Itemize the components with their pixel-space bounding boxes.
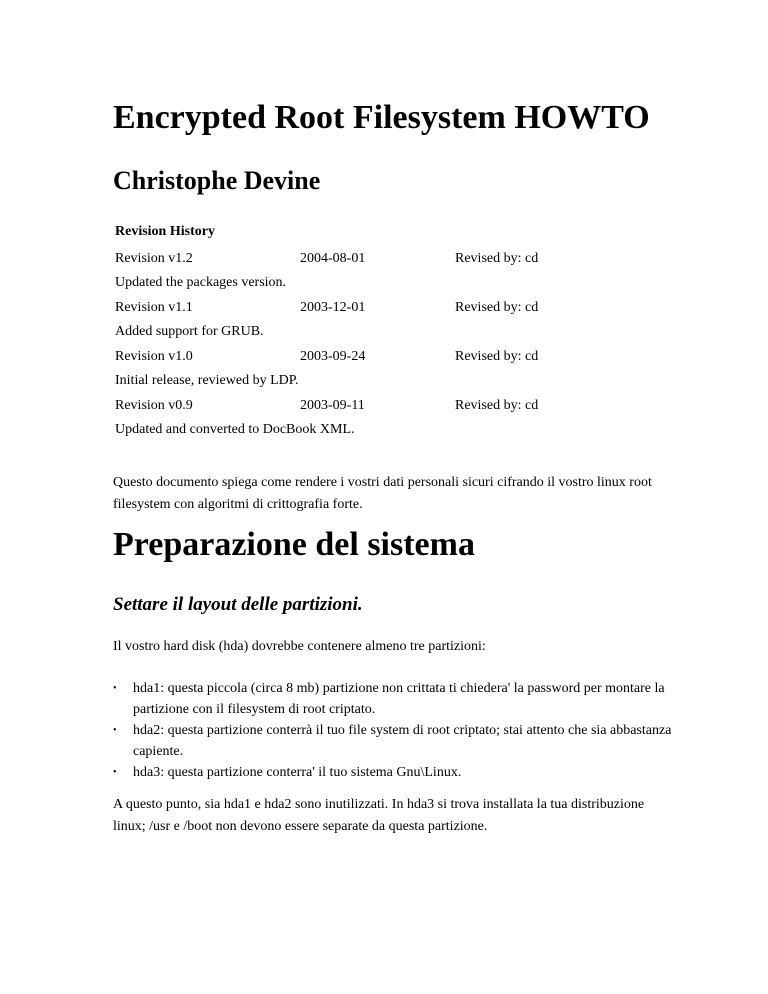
list-item — [113, 762, 673, 783]
bullet-icon: • — [113, 725, 117, 736]
revision-note: Initial release, reviewed by LDP. — [115, 373, 299, 388]
revision-history-heading: Revision History — [115, 224, 215, 239]
revision-history-list — [115, 248, 655, 444]
intro-paragraph: Il vostro hard disk (hda) dovrebbe contenere almeno tre partizioni: — [113, 639, 486, 654]
revision-author: Revised by: cd — [455, 349, 539, 364]
revision-date: 2003-12-01 — [300, 300, 366, 315]
revision-note: Updated the packages version. — [115, 275, 287, 290]
partition-list — [113, 678, 673, 783]
revision-number: Revision v0.9 — [115, 398, 193, 413]
revision-row — [115, 248, 655, 270]
list-item-text: hda1: questa piccola (circa 8 mb) partizione non crittata ti chiedera' la password per montare la partizione con il filesystem di root criptato. — [133, 681, 665, 717]
revision-number: Revision v1.0 — [115, 349, 193, 364]
revision-date: 2003-09-24 — [300, 349, 366, 364]
revision-entry — [115, 346, 655, 395]
bullet-icon: • — [113, 683, 117, 694]
revision-entry — [115, 395, 655, 444]
bullet-icon: • — [113, 767, 117, 778]
revision-date: 2003-09-11 — [300, 398, 365, 413]
revision-row — [115, 395, 655, 417]
abstract-paragraph: Questo documento spiega come rendere i vostri dati personali sicuri cifrando il vostro linux root filesystem con algoritmi di crittografia forte. — [113, 475, 652, 512]
list-item — [113, 678, 673, 720]
revision-entry — [115, 297, 655, 346]
document-title: Encrypted Root Filesystem HOWTO — [113, 99, 650, 136]
revision-number: Revision v1.2 — [115, 251, 193, 266]
list-item-text: hda3: questa partizione conterra' il tuo sistema Gnu\Linux. — [133, 765, 462, 780]
list-item-text: hda2: questa partizione conterrà il tuo file system di root criptato; stai attento che sia abbastanza capiente. — [133, 723, 672, 759]
revision-date: 2004-08-01 — [300, 251, 366, 266]
revision-row — [115, 297, 655, 319]
section-title: Preparazione del sistema — [113, 526, 475, 563]
revision-entry — [115, 248, 655, 297]
subsection-title: Settare il layout delle partizioni. — [113, 594, 363, 615]
list-item — [113, 720, 673, 762]
revision-author: Revised by: cd — [455, 398, 539, 413]
revision-note: Added support for GRUB. — [115, 324, 264, 339]
revision-note: Updated and converted to DocBook XML. — [115, 422, 355, 437]
revision-author: Revised by: cd — [455, 300, 539, 315]
revision-number: Revision v1.1 — [115, 300, 193, 315]
document-author: Christophe Devine — [113, 166, 321, 195]
revision-author: Revised by: cd — [455, 251, 539, 266]
closing-paragraph: A questo punto, sia hda1 e hda2 sono inutilizzati. In hda3 si trova installata la tua distribuzione linux; /usr e /boot non devono essere separate da questa partizione. — [113, 797, 645, 834]
revision-row — [115, 346, 655, 368]
